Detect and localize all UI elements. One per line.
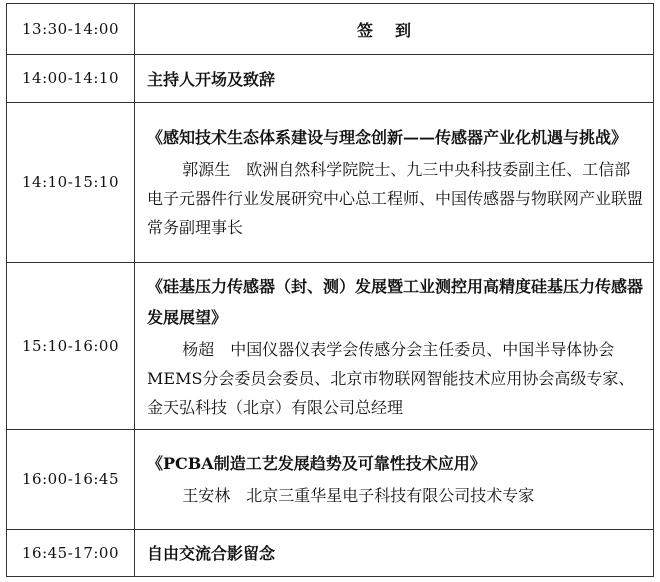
speaker-name: 郭源生 (182, 160, 231, 180)
time-cell: 14:10-15:10 (7, 102, 135, 263)
talk-title: 《感知技术生态体系建设与理念创新——传感器产业化机遇与挑战》 (147, 128, 628, 148)
time-cell: 16:00-16:45 (7, 430, 135, 530)
time-cell: 13:30-14:00 (7, 4, 135, 55)
speaker-info: 北京三重华星电子科技有限公司技术专家 (246, 486, 535, 506)
speaker-bio (147, 155, 643, 242)
item-cell: 自由交流合影留念 (135, 529, 654, 576)
talk-cell (135, 263, 654, 430)
item-cell: 主持人开场及致辞 (135, 55, 654, 102)
agenda-row (7, 263, 654, 430)
agenda-row (7, 102, 654, 263)
agenda-table (6, 3, 654, 577)
agenda-row (7, 529, 654, 576)
time-cell: 14:00-14:10 (7, 55, 135, 102)
talk-title: 《硅基压力传感器（封、测）发展暨工业测控用高精度硅基压力传感器发展展望》 (147, 276, 644, 327)
speaker-name: 杨超 (182, 339, 215, 359)
speaker-info: 欧洲自然科学院院士、九三中央科技委副主任、工信部电子元器件行业发展研究中心总工程师、中国传感器与物联网产业联盟常务副理事长 (147, 160, 644, 238)
speaker-bio (147, 481, 643, 510)
item-cell: 签到 (135, 4, 654, 55)
agenda-row (7, 55, 654, 102)
talk-cell (135, 102, 654, 263)
talk-title: 《PCBA制造工艺发展趋势及可靠性技术应用》 (147, 454, 486, 474)
time-cell: 15:10-16:00 (7, 263, 135, 430)
talk-cell (135, 430, 654, 530)
agenda-row (7, 430, 654, 530)
agenda-row (7, 4, 654, 55)
speaker-bio (147, 335, 643, 422)
speaker-info: 中国仪器仪表学会传感分会主任委员、中国半导体协会MEMS分会委员会委员、北京市物联网智能技术应用协会高级专家、金天弘科技（北京）有限公司总经理 (147, 339, 635, 417)
time-cell: 16:45-17:00 (7, 529, 135, 576)
speaker-name: 王安林 (182, 486, 231, 506)
